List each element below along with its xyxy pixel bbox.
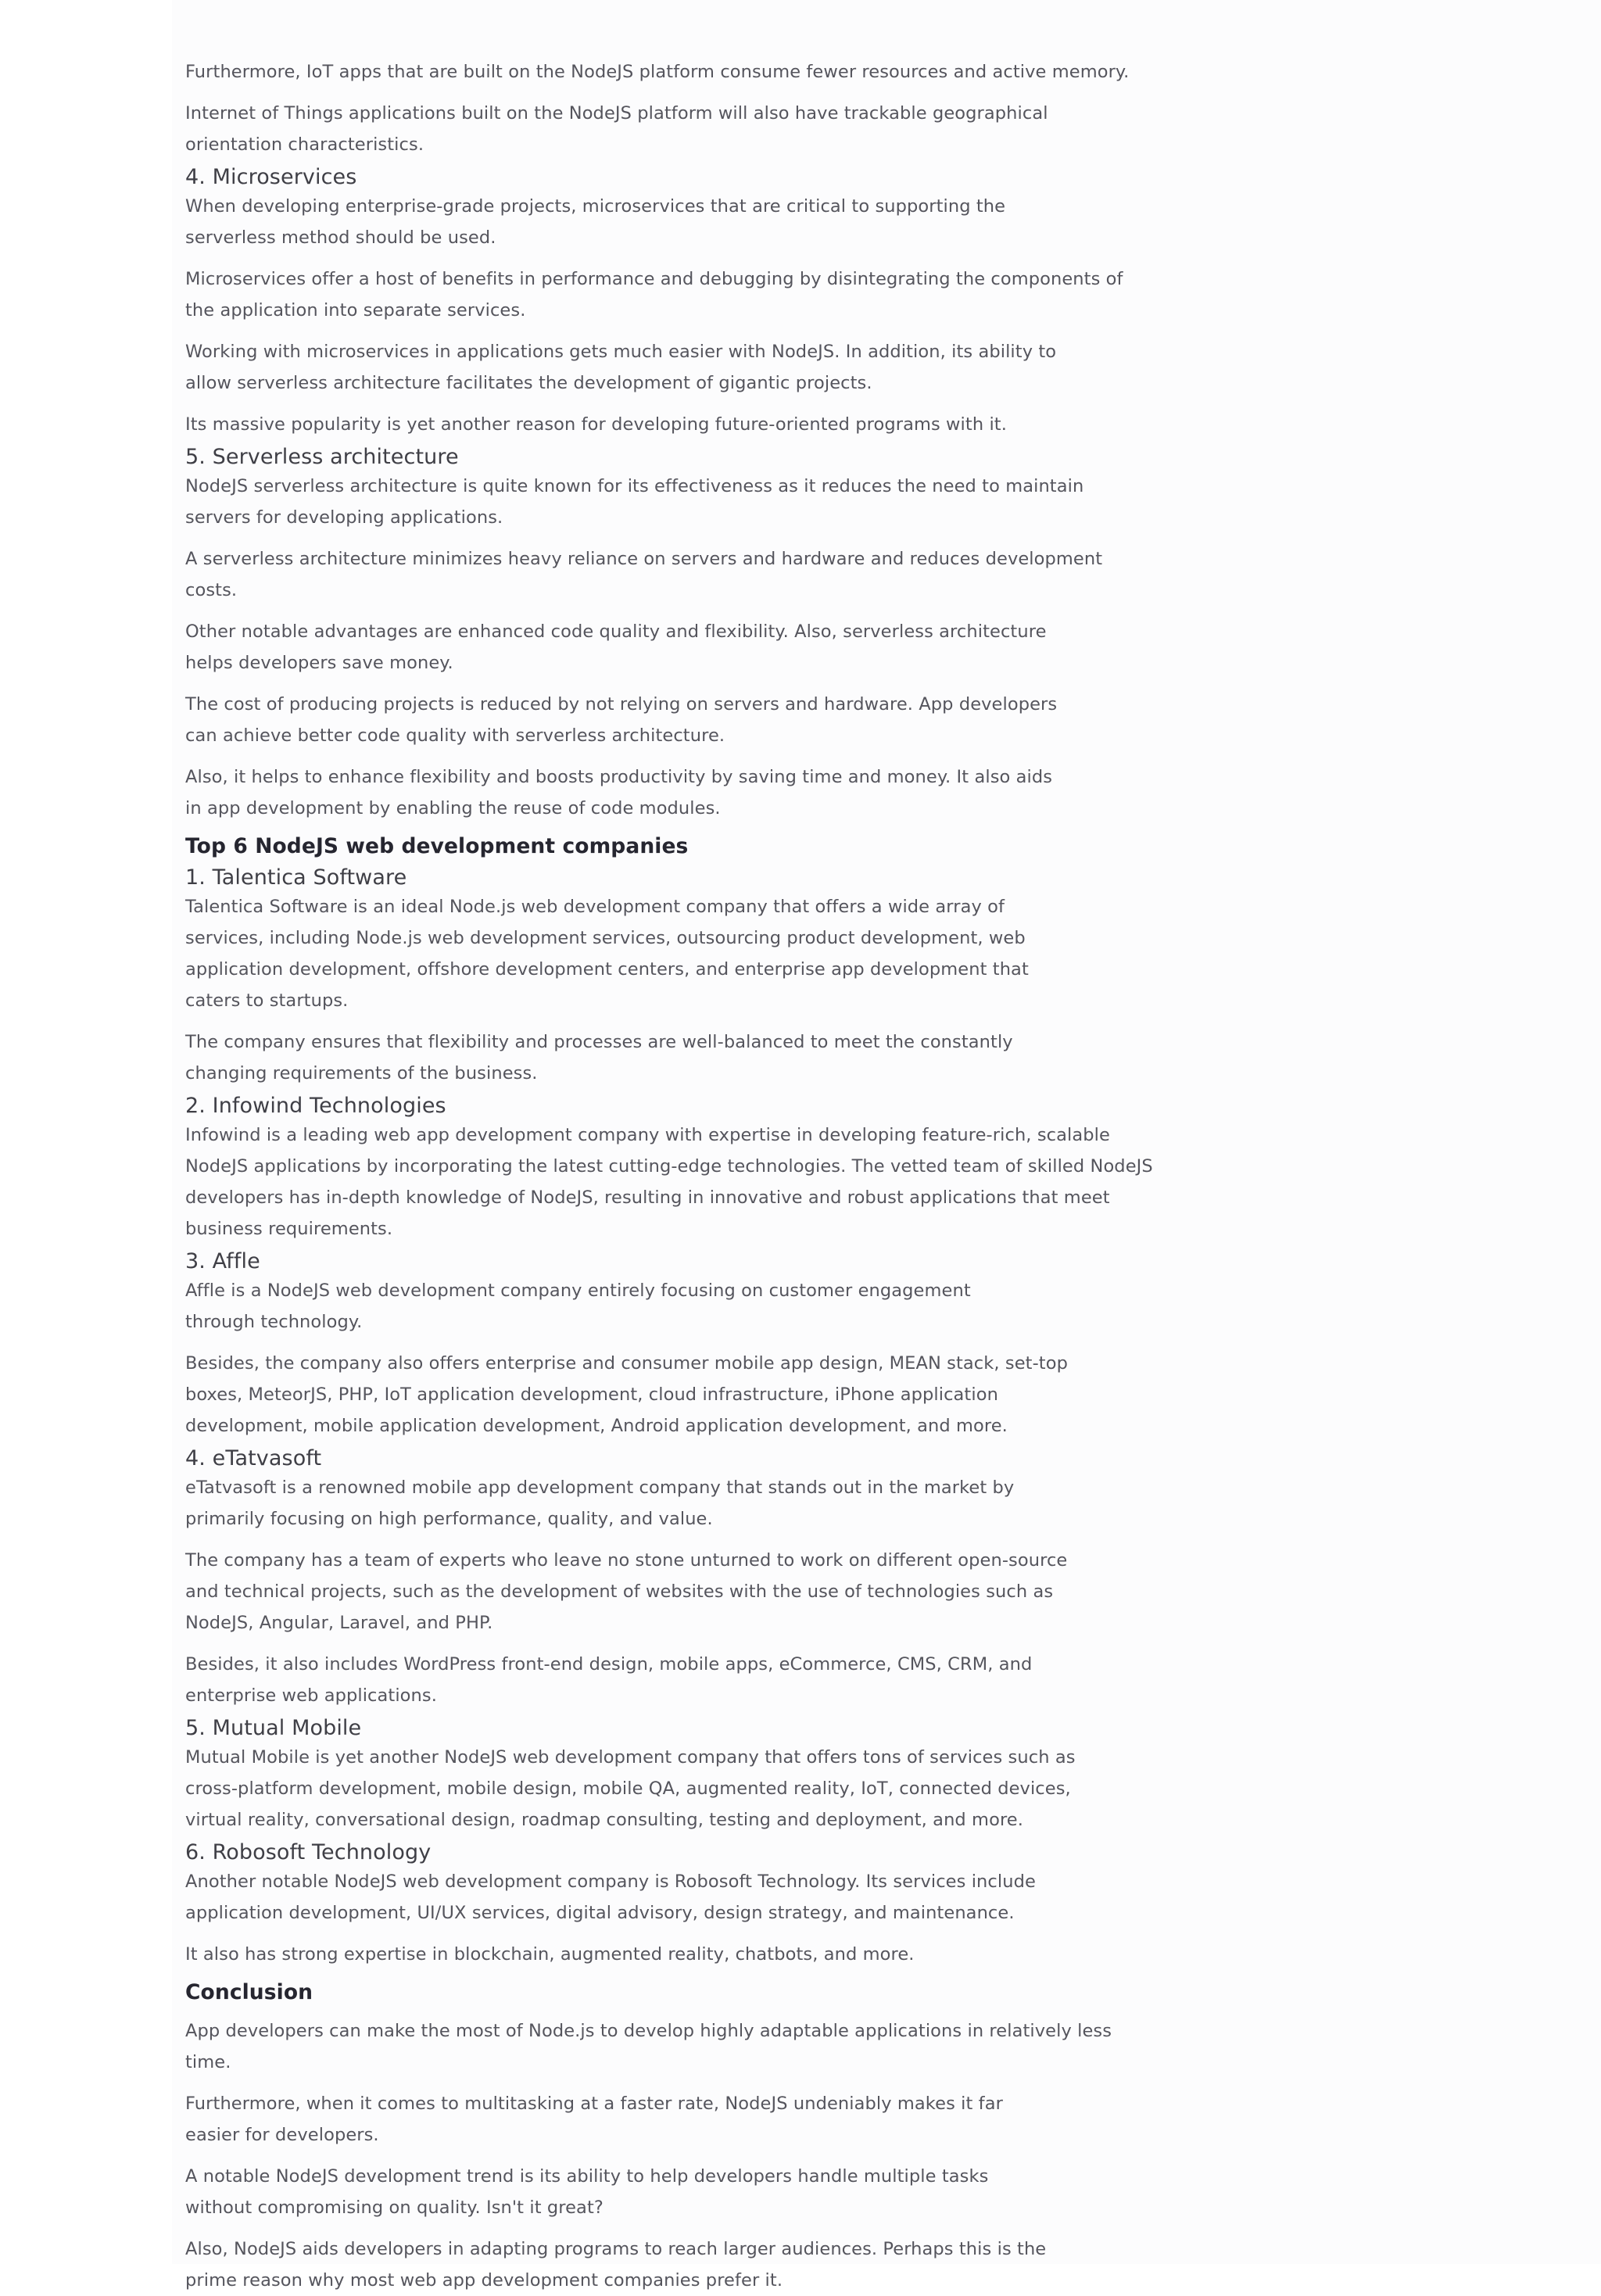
company-heading-infowind: 2. Infowind Technologies bbox=[185, 1094, 446, 1118]
article-body bbox=[185, 56, 1155, 2296]
company-heading-etatvasoft: 4. eTatvasoft bbox=[185, 1446, 322, 1470]
paragraph: eTatvasoft is a renowned mobile app development company that stands out in the market by primarily focusing on high performance, quality, and value. bbox=[185, 1478, 1015, 1529]
paragraph: Infowind is a leading web app development company with expertise in developing feature-rich, scalable NodeJS applications by incorporating the latest cutting-edge technologies. The vetted team of skilled NodeJS developers has in-depth knowledge of NodeJS, resulting in innovative and robust applications that meet business requirements. bbox=[185, 1125, 1153, 1239]
paragraph: Talentica Software is an ideal Node.js web development company that offers a wide array of services, including Node.js web development services, outsourcing product development, web application development, offshore development centers, and enterprise app development that caters to startups. bbox=[185, 897, 1029, 1011]
paragraph: The company has a team of experts who leave no stone unturned to work on different open-source and technical projects, such as the development of websites with the use of technologies such as NodeJS, Angular, Laravel, and PHP. bbox=[185, 1550, 1068, 1633]
paragraph: App developers can make the most of Node.js to develop highly adaptable applications in relatively less time. bbox=[185, 2021, 1112, 2072]
paragraph: Furthermore, when it comes to multitasking at a faster rate, NodeJS undeniably makes it far easier for developers. bbox=[185, 2094, 1003, 2145]
paragraph: Besides, it also includes WordPress front-end design, mobile apps, eCommerce, CMS, CRM, and enterprise web applications. bbox=[185, 1654, 1033, 1706]
paragraph: Its massive popularity is yet another reason for developing future-oriented programs with it. bbox=[185, 414, 1007, 435]
companies-heading: Top 6 NodeJS web development companies bbox=[185, 834, 689, 858]
company-heading-affle: 3. Affle bbox=[185, 1249, 260, 1273]
paragraph: Internet of Things applications built on the NodeJS platform will also have trackable geographical orientation characteristics. bbox=[185, 103, 1048, 155]
company-heading-mutual-mobile: 5. Mutual Mobile bbox=[185, 1716, 362, 1740]
paragraph: Microservices offer a host of benefits in performance and debugging by disintegrating the components of the application into separate services. bbox=[185, 269, 1123, 321]
section-heading-microservices: 4. Microservices bbox=[185, 165, 357, 189]
company-heading-talentica: 1. Talentica Software bbox=[185, 865, 407, 890]
paragraph: Working with microservices in applications gets much easier with NodeJS. In addition, its ability to allow serverless architecture facilitates the development of gigantic projects. bbox=[185, 342, 1057, 393]
paragraph: Also, it helps to enhance flexibility and boosts productivity by saving time and money. It also aids in app development by enabling the reuse of code modules. bbox=[185, 767, 1053, 818]
paragraph: A notable NodeJS development trend is its ability to help developers handle multiple tasks without compromising on quality. Isn't it great? bbox=[185, 2166, 989, 2218]
paragraph: Mutual Mobile is yet another NodeJS web development company that offers tons of services such as cross-platform development, mobile design, mobile QA, augmented reality, IoT, connected devices, virtual reality, conversational design, roadmap consulting, testing and deployment, and more. bbox=[185, 1747, 1076, 1830]
paragraph: A serverless architecture minimizes heavy reliance on servers and hardware and reduces development costs. bbox=[185, 549, 1103, 600]
company-heading-robosoft: 6. Robosoft Technology bbox=[185, 1840, 432, 1864]
paragraph: Another notable NodeJS web development company is Robosoft Technology. Its services include application development, UI/UX services, digital advisory, design strategy, and maintenance. bbox=[185, 1872, 1036, 1923]
paragraph: When developing enterprise-grade projects, microservices that are critical to supporting the serverless method should be used. bbox=[185, 196, 1006, 248]
conclusion-heading: Conclusion bbox=[185, 1980, 313, 2004]
paragraph: The company ensures that flexibility and processes are well-balanced to meet the constantly changing requirements of the business. bbox=[185, 1032, 1013, 1084]
paragraph: NodeJS serverless architecture is quite known for its effectiveness as it reduces the need to maintain servers for developing applications. bbox=[185, 476, 1084, 528]
paragraph: Furthermore, IoT apps that are built on the NodeJS platform consume fewer resources and active memory. bbox=[185, 62, 1130, 82]
paragraph: Also, NodeJS aids developers in adapting programs to reach larger audiences. Perhaps this is the prime reason why most web app development companies prefer it. bbox=[185, 2239, 1047, 2291]
paragraph: It also has strong expertise in blockchain, augmented reality, chatbots, and more. bbox=[185, 1944, 915, 1965]
paragraph: Affle is a NodeJS web development company entirely focusing on customer engagement through technology. bbox=[185, 1281, 971, 1332]
paragraph: The cost of producing projects is reduced by not relying on servers and hardware. App developers can achieve better code quality with serverless architecture. bbox=[185, 694, 1058, 746]
paragraph: Other notable advantages are enhanced code quality and flexibility. Also, serverless architecture helps developers save money. bbox=[185, 621, 1047, 673]
section-heading-serverless: 5. Serverless architecture bbox=[185, 445, 459, 469]
paragraph: Besides, the company also offers enterprise and consumer mobile app design, MEAN stack, set-top boxes, MeteorJS, PHP, IoT application development, cloud infrastructure, iPhone application development, mobile application development, Android application development, and more. bbox=[185, 1353, 1068, 1436]
